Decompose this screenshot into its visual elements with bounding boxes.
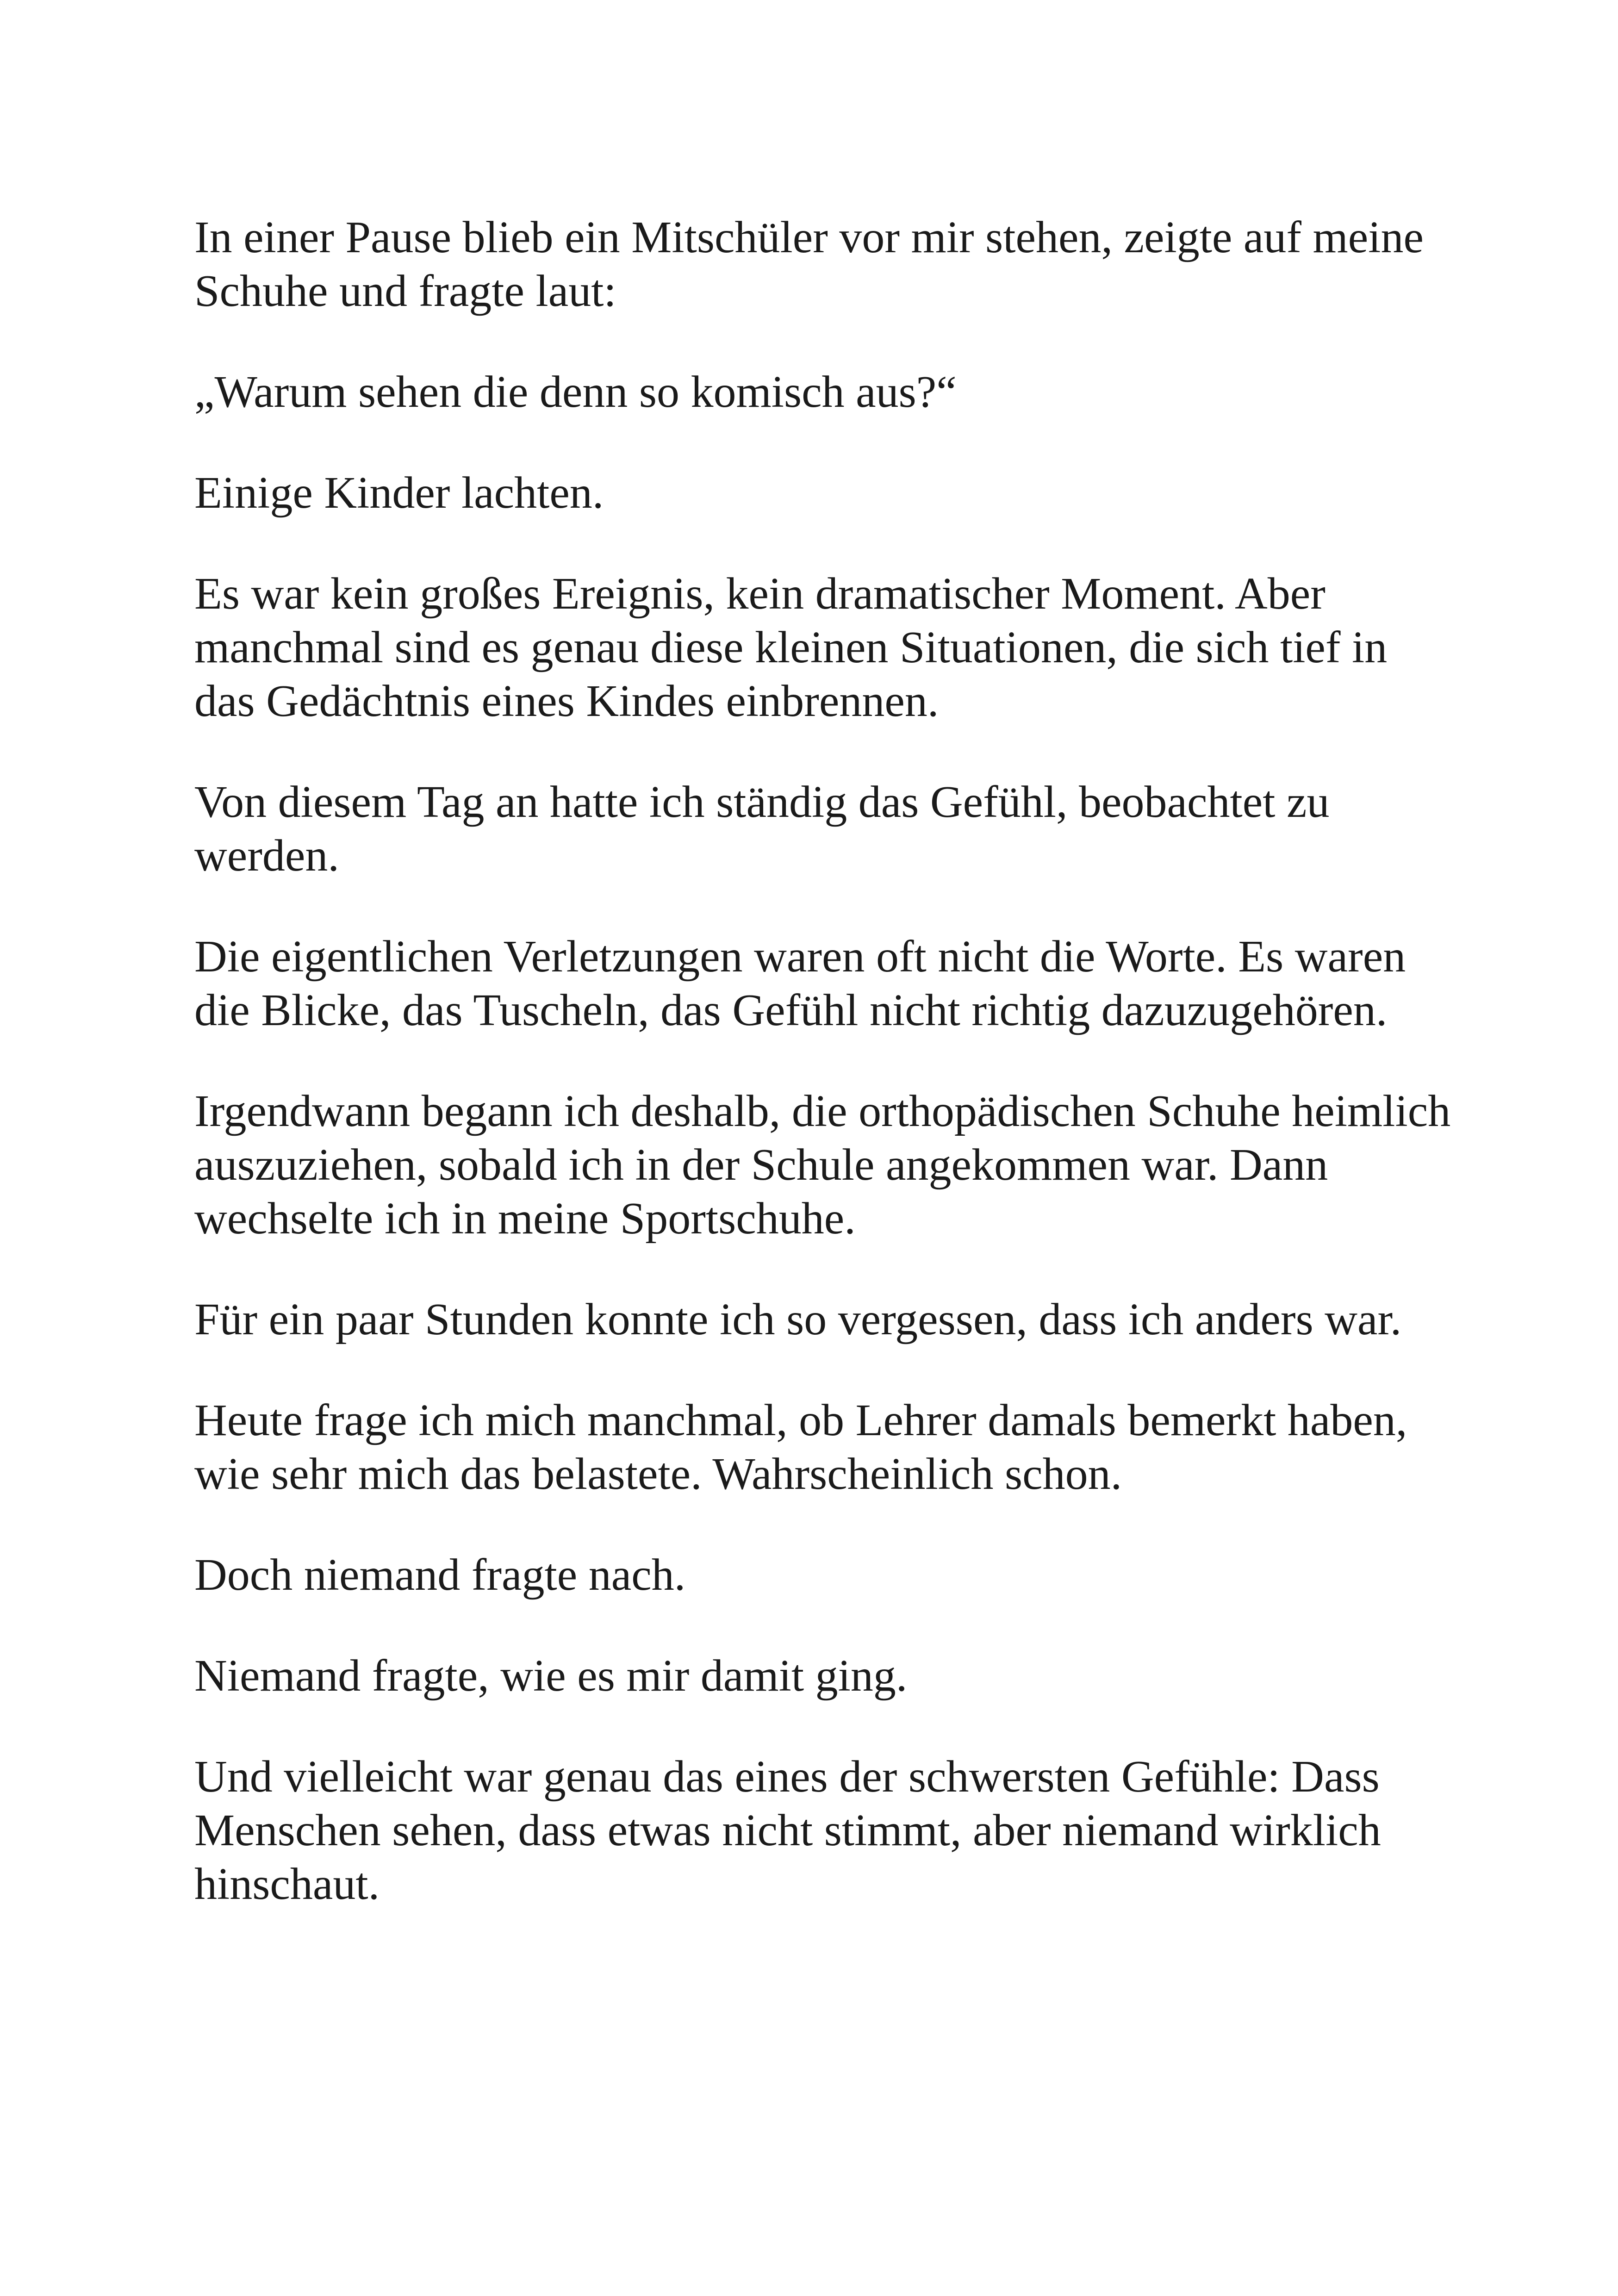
text-line: Menschen sehen, dass etwas nicht stimmt, aber niemand wirklich — [194, 1805, 1381, 1855]
paragraph — [194, 930, 1537, 1037]
text-line: Niemand fragte, wie es mir damit ging. — [194, 1651, 908, 1701]
paragraph — [194, 1750, 1537, 1911]
text-line: das Gedächtnis eines Kindes einbrennen. — [194, 676, 939, 726]
text-line: Einige Kinder lachten. — [194, 468, 604, 518]
text-line: Von diesem Tag an hatte ich ständig das Gefühl, beobachtet zu — [194, 777, 1330, 827]
text-line: manchmal sind es genau diese kleinen Situationen, die sich tief in — [194, 622, 1388, 672]
text-line: Es war kein großes Ereignis, kein dramatischer Moment. Aber — [194, 569, 1326, 619]
paragraph — [194, 1649, 1537, 1703]
body-text — [194, 211, 1537, 1958]
text-line: In einer Pause blieb ein Mitschüler vor mir stehen, zeigte auf meine — [194, 212, 1424, 262]
paragraph — [194, 466, 1537, 520]
text-line: wechselte ich in meine Sportschuhe. — [194, 1194, 856, 1244]
paragraph — [194, 567, 1537, 728]
text-line: wie sehr mich das belastete. Wahrscheinlich schon. — [194, 1449, 1122, 1499]
paragraph — [194, 211, 1537, 318]
text-line: Heute frage ich mich manchmal, ob Lehrer damals bemerkt haben, — [194, 1395, 1407, 1445]
text-line: auszuziehen, sobald ich in der Schule angekommen war. Dann — [194, 1140, 1328, 1190]
text-line: Irgendwann begann ich deshalb, die orthopädischen Schuhe heimlich — [194, 1086, 1451, 1136]
text-line: Die eigentlichen Verletzungen waren oft nicht die Worte. Es waren — [194, 932, 1406, 982]
text-line: „Warum sehen die denn so komisch aus?“ — [194, 367, 957, 417]
paragraph — [194, 1084, 1537, 1245]
text-line: Doch niemand fragte nach. — [194, 1550, 686, 1600]
paragraph — [194, 365, 1537, 419]
text-line: Für ein paar Stunden konnte ich so vergessen, dass ich anders war. — [194, 1294, 1402, 1344]
paragraph — [194, 775, 1537, 883]
text-line: die Blicke, das Tuscheln, das Gefühl nicht richtig dazuzugehören. — [194, 985, 1388, 1035]
paragraph — [194, 1548, 1537, 1602]
paragraph — [194, 1394, 1537, 1501]
text-line: werden. — [194, 831, 339, 881]
text-line: Und vielleicht war genau das eines der schwersten Gefühle: Dass — [194, 1752, 1380, 1802]
text-line: hinschaut. — [194, 1859, 380, 1909]
paragraph — [194, 1293, 1537, 1346]
text-line: Schuhe und fragte laut: — [194, 266, 616, 316]
